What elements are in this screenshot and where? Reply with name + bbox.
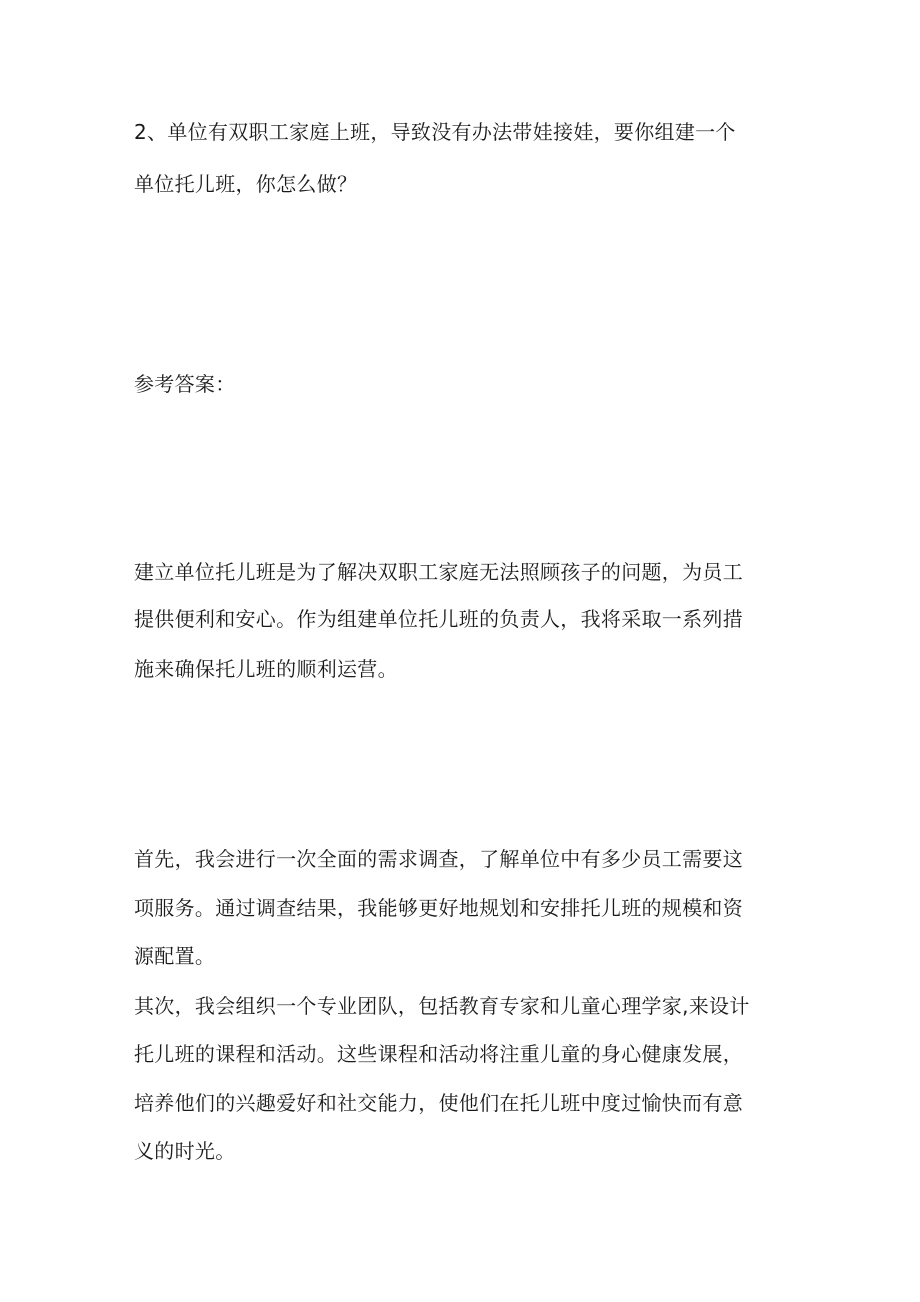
paragraph-1-line-1: 建立单位托儿班是为了解决双职工家庭无法照顾孩子的问题，为员工 (134, 560, 743, 584)
answer-label: 参考答案： (134, 372, 236, 396)
paragraph-2-line-1: 首先，我会进行一次全面的需求调查，了解单位中有多少员工需要这 (134, 847, 743, 871)
question-line-1: 2、单位有双职工家庭上班，导致没有办法带娃接娃，要你组建一个 (134, 120, 736, 144)
paragraph-3-line-4: 义的时光。 (134, 1139, 236, 1163)
paragraph-3-line-3: 培养他们的兴趣爱好和社交能力，使他们在托儿班中度过愉快而有意 (134, 1091, 743, 1115)
paragraph-2-line-2: 项服务。通过调查结果，我能够更好地规划和安排托儿班的规模和资 (134, 896, 743, 920)
paragraph-3-line-2: 托儿班的课程和活动。这些课程和活动将注重儿童的身心健康发展， (134, 1042, 743, 1066)
question-line-2: 单位托儿班，你怎么做？ (134, 172, 358, 196)
paragraph-1-line-2: 提供便利和安心。作为组建单位托儿班的负责人，我将采取一系列措 (134, 607, 743, 631)
paragraph-1-line-3: 施来确保托儿班的顺利运营。 (134, 657, 398, 681)
paragraph-2-line-3: 源配置。 (134, 944, 216, 968)
paragraph-3-line-1: 其次，我会组织一个专业团队，包括教育专家和儿童心理学家,来设计 (134, 994, 750, 1018)
